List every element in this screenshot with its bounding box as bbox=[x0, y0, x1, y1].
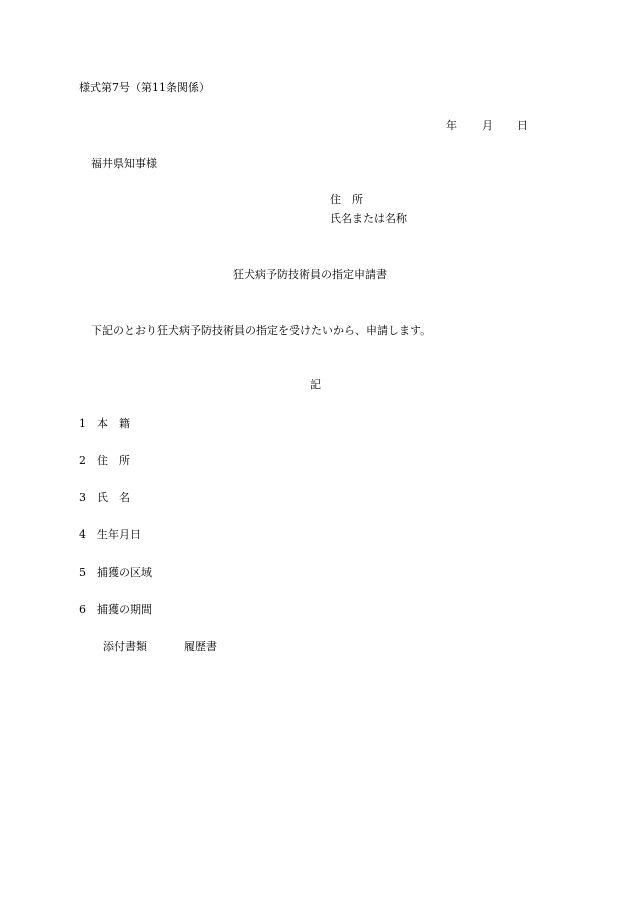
item-label: 氏 名 bbox=[97, 491, 130, 504]
form-number: 様式第7号（第11条関係） bbox=[79, 81, 210, 94]
applicant-name-label: 氏名または名称 bbox=[330, 212, 407, 225]
item-number: 1 bbox=[79, 417, 86, 430]
item-number: 3 bbox=[79, 491, 86, 504]
date-day-label: 日 bbox=[517, 119, 528, 132]
item-label: 住 所 bbox=[97, 454, 130, 467]
addressee: 福井県知事様 bbox=[91, 157, 157, 170]
item-label: 捕獲の区域 bbox=[97, 566, 152, 579]
item-number: 5 bbox=[79, 566, 86, 579]
attachments-value: 履歴書 bbox=[184, 640, 217, 653]
item-number: 6 bbox=[79, 603, 86, 616]
date-month-label: 月 bbox=[482, 119, 493, 132]
item-label: 捕獲の期間 bbox=[97, 603, 152, 616]
item-label: 生年月日 bbox=[97, 528, 141, 541]
item-label: 本 籍 bbox=[97, 417, 130, 430]
item-number: 2 bbox=[79, 454, 86, 467]
attachments-label: 添付書類 bbox=[103, 640, 147, 653]
body-text: 下記のとおり狂犬病予防技術員の指定を受けたいから、申請します。 bbox=[91, 324, 432, 337]
ki-heading: 記 bbox=[310, 378, 321, 391]
date-year-label: 年 bbox=[446, 119, 457, 132]
document-title: 狂犬病予防技術員の指定申請書 bbox=[233, 268, 387, 281]
applicant-address-label: 住 所 bbox=[330, 193, 363, 206]
item-number: 4 bbox=[79, 528, 86, 541]
